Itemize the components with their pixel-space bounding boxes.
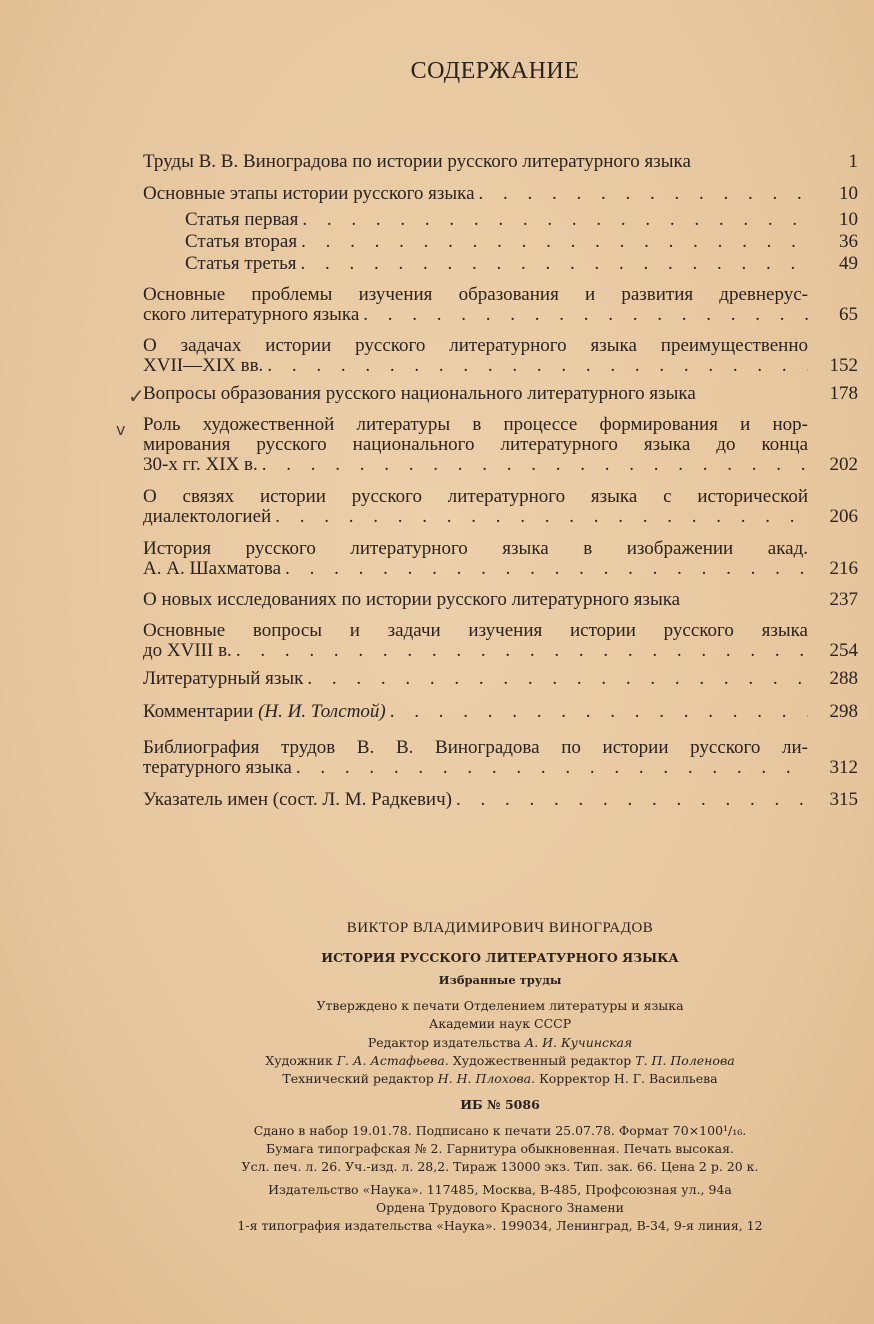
colophon-print-2: Бумага типографская № 2. Гарнитура обыкновенная. Печать высокая.: [266, 1141, 734, 1156]
toc-entry-text: Статья вторая: [185, 231, 298, 252]
toc-entry-last-line: [143, 641, 858, 661]
toc-entry-last-line: [143, 184, 858, 204]
dot-leader: [301, 232, 808, 252]
toc-entry-title: [143, 758, 292, 778]
toc-entry-line: Библиография трудов В. В. Виноградова по истории русского ли-: [143, 737, 808, 758]
toc-entry: [143, 152, 858, 172]
toc-entry-last-line: [185, 254, 858, 274]
toc-entry-title: [143, 790, 452, 810]
toc-entry-text: 30-х гг. XIX в.: [143, 454, 258, 475]
toc-entry: [143, 539, 858, 579]
toc-entry-title: [143, 152, 691, 172]
toc-entry-title: [143, 455, 258, 475]
toc-entry: [143, 487, 858, 527]
toc-entry-title: [143, 641, 232, 661]
toc-entry-last-line: [185, 210, 858, 230]
artist-name: Г. А. Астафьева.: [336, 1053, 449, 1068]
toc-page-number: 10: [839, 209, 858, 230]
toc-entry-title: [143, 305, 359, 325]
toc-page-number: 288: [829, 668, 858, 689]
toc-entry-text: Комментарии: [143, 701, 259, 722]
dot-leader: [363, 305, 808, 325]
toc-entry-title: [143, 669, 303, 689]
handwritten-checkmark: ✓: [128, 384, 145, 408]
toc-entry-last-line: [143, 590, 858, 610]
toc-entry-title: [143, 356, 263, 376]
dot-leader: [236, 641, 808, 661]
handwritten-mark: v: [116, 420, 126, 439]
dot-leader: [456, 790, 808, 810]
toc-page-number: 254: [829, 640, 858, 661]
colophon-publisher-2: Ордена Трудового Красного Знамени: [375, 1200, 625, 1215]
editor-label: Редактор издательства: [367, 1035, 525, 1050]
toc-page-number: 298: [829, 701, 858, 722]
toc-entry-last-line: [143, 384, 858, 404]
toc-entry-title: [143, 184, 475, 204]
toc-entry-author: (Н. И. Толстой): [258, 701, 386, 722]
toc-entry-line: О связях истории русского литературного языка с исторической: [143, 486, 808, 507]
toc-entry-title: [143, 702, 386, 722]
colophon-ib: ИБ № 5086: [460, 1097, 540, 1112]
toc-page-number: 152: [829, 355, 858, 376]
toc-entry-text: тературного языка: [143, 757, 292, 778]
toc-entry-text: Указатель имен (сост. Л. М. Радкевич): [143, 789, 452, 810]
toc-page-number: 315: [829, 789, 858, 810]
toc-entry: [143, 738, 858, 778]
toc-entry-title: [185, 254, 297, 274]
toc-entry: [143, 285, 858, 325]
toc-entry-title: [185, 232, 297, 252]
tech-label: Технический редактор: [282, 1071, 438, 1086]
toc-entry: [185, 232, 858, 252]
toc-page-number: 237: [829, 589, 858, 610]
colophon-editor: [0, 1035, 874, 1050]
toc-entry-last-line: [143, 758, 858, 778]
toc-entry: [143, 702, 858, 722]
toc-page-number: 36: [839, 231, 858, 252]
dot-leader: [275, 507, 808, 527]
colophon-print-3: Усл. печ. л. 26. Уч.-изд. л. 28,2. Тираж 13000 экз. Тип. зак. 66. Цена 2 р. 20 к.: [241, 1159, 759, 1174]
editor-name: А. И. Кучинская: [524, 1035, 633, 1050]
toc-entry-text: Труды В. В. Виноградова по истории русского литературного языка: [143, 151, 691, 172]
dot-leader: [267, 356, 808, 376]
dot-leader: [479, 184, 808, 204]
toc-entry-title: [185, 210, 298, 230]
colophon-book-title: ИСТОРИЯ РУССКОГО ЛИТЕРАТУРНОГО ЯЗЫКА: [321, 950, 679, 965]
toc-page-number: 178: [829, 383, 858, 404]
toc-entry-line: История русского литературного языка в изображении акад.: [143, 538, 808, 559]
toc-page-number: 206: [829, 506, 858, 527]
toc-page-number: 216: [829, 558, 858, 579]
toc-entry: [143, 184, 858, 204]
toc-entry-title: [143, 590, 680, 610]
toc-entry: [143, 790, 858, 810]
toc-entry-last-line: [143, 669, 858, 689]
toc-entry-text: Статья первая: [185, 209, 299, 230]
dot-leader: [302, 210, 808, 230]
toc-entry-text: О новых исследованиях по истории русского литературного языка: [143, 589, 681, 610]
toc-entry-text: XVII—XIX вв.: [143, 355, 264, 376]
colophon-author: ВИКТОР ВЛАДИМИРОВИЧ ВИНОГРАДОВ: [346, 920, 654, 936]
corrector: Корректор Н. Г. Васильева: [535, 1071, 718, 1086]
colophon-subtitle: Избранные труды: [438, 973, 562, 987]
dot-leader: [262, 455, 808, 475]
toc-entry-last-line: [143, 356, 858, 376]
toc-page-number: 1: [848, 151, 858, 172]
toc-entry-text: до XVIII в.: [143, 640, 232, 661]
toc-entry-text: Вопросы образования русского национального литературного языка: [143, 383, 696, 404]
dot-leader: [301, 254, 808, 274]
page-title: СОДЕРЖАНИЕ: [410, 58, 580, 84]
toc-entry-text: ского литературного языка: [143, 304, 360, 325]
toc-entry-line: Роль художественной литературы в процессе формирования и нор-: [143, 414, 808, 435]
colophon-approved-2: Академии наук СССР: [428, 1016, 572, 1031]
toc-entry-last-line: [185, 232, 858, 252]
colophon-approved-1: Утверждено к печати Отделением литературы и языка: [316, 998, 684, 1013]
art-editor-label: Художественный редактор: [448, 1053, 636, 1068]
toc-entry-line: Основные вопросы и задачи изучения истории русского языка: [143, 620, 808, 641]
toc-entry-text: Основные этапы истории русского языка: [143, 183, 475, 204]
toc-entry-line: Основные проблемы изучения образования и развития древнерус-: [143, 284, 808, 305]
toc-entry-last-line: [143, 790, 858, 810]
toc-entry: [143, 621, 858, 661]
dot-leader: [285, 559, 808, 579]
colophon-publisher-1: Издательство «Наука». 117485, Москва, В-485, Профсоюзная ул., 94а: [268, 1182, 732, 1197]
toc-entry-last-line: [143, 559, 858, 579]
toc-entry-last-line: [143, 507, 858, 527]
toc-entry-last-line: [143, 152, 858, 172]
toc-page-number: 312: [829, 757, 858, 778]
toc-entry: [185, 210, 858, 230]
toc-entry-line: О задачах истории русского литературного языка преимущественно: [143, 335, 808, 356]
toc-entry-text: А. А. Шахматова: [143, 558, 282, 579]
toc-entry-text: Литературный язык: [143, 668, 304, 689]
toc-page-number: 10: [839, 183, 858, 204]
toc-entry: [143, 669, 858, 689]
toc-entry-title: [143, 559, 281, 579]
toc-entry-last-line: [143, 702, 858, 722]
toc-entry-line: мирования русского национального литературного языка до конца: [143, 434, 808, 455]
art-editor-name: Т. П. Поленова: [635, 1053, 735, 1068]
colophon-tech: [0, 1071, 874, 1086]
toc-page-number: 49: [839, 253, 858, 274]
toc-entry-last-line: [143, 305, 858, 325]
dot-leader: [296, 758, 808, 778]
toc-entry: [143, 590, 858, 610]
dot-leader: [307, 669, 808, 689]
toc-entry: [185, 254, 858, 274]
toc-entry-title: [143, 384, 696, 404]
dot-leader: [390, 702, 808, 722]
toc-entry-text: диалектологией: [143, 506, 272, 527]
toc-entry-title: [143, 507, 271, 527]
colophon-artists: [0, 1053, 874, 1068]
toc-entry: [143, 384, 858, 404]
colophon-publisher-3: 1-я типография издательства «Наука». 199034, Ленинград, В-34, 9-я линия, 12: [237, 1218, 763, 1233]
toc-entry: [143, 336, 858, 376]
toc-page-number: 65: [839, 304, 858, 325]
tech-editor-name: Н. Н. Плохова.: [437, 1071, 536, 1086]
toc-page-number: 202: [829, 454, 858, 475]
toc-entry-text: Статья третья: [185, 253, 297, 274]
toc-entry-last-line: [143, 455, 858, 475]
toc-entry: [143, 415, 858, 475]
artist-label: Художник: [265, 1053, 337, 1068]
colophon-print-1: Сдано в набор 19.01.78. Подписано к печати 25.07.78. Формат 70×100¹/₁₆.: [253, 1123, 747, 1138]
